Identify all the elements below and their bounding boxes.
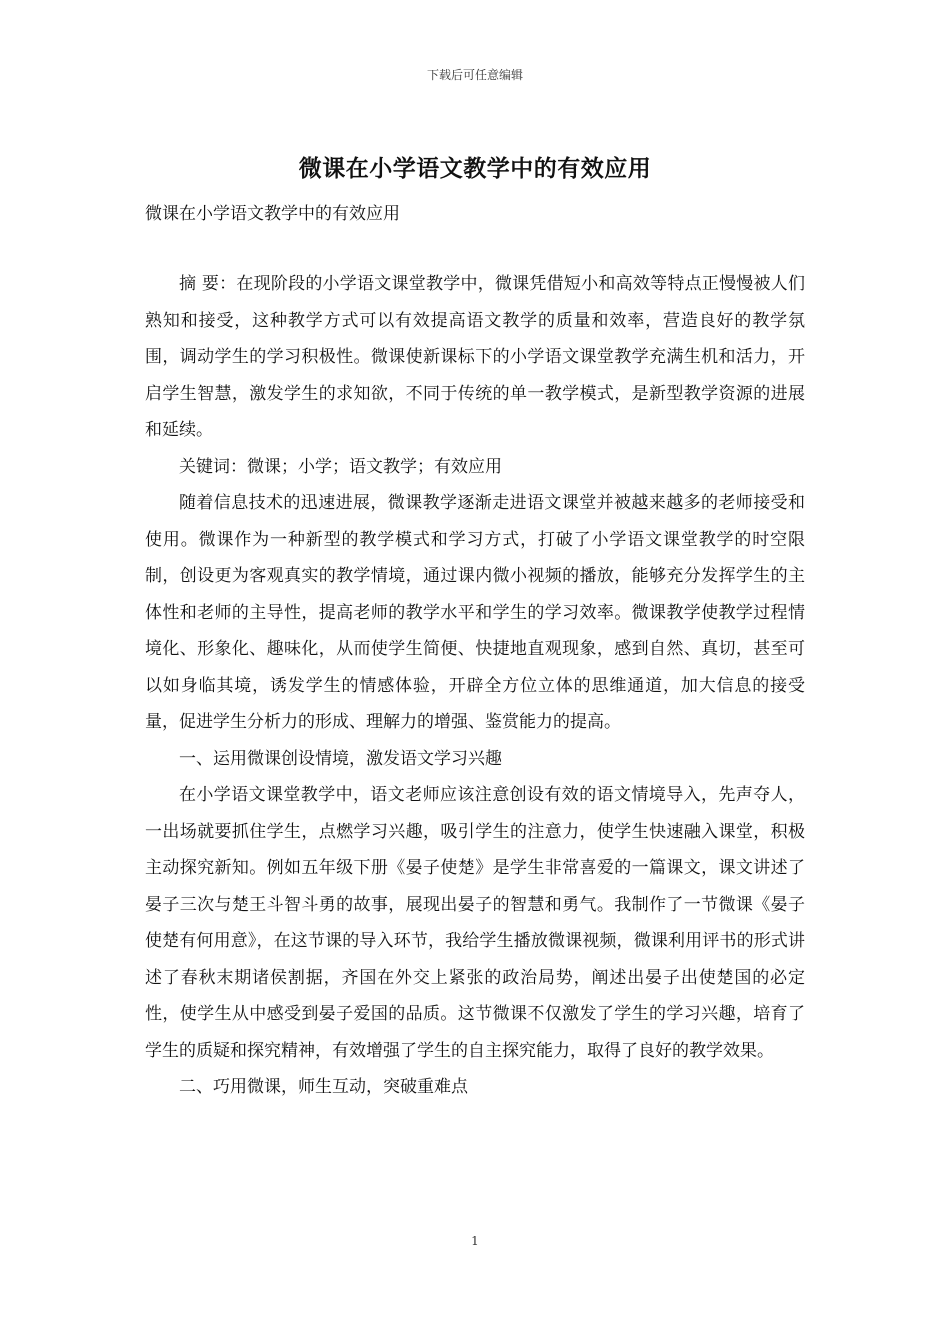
section-heading-2: 二、巧用微课，师生互动，突破重难点: [179, 1077, 468, 1097]
page-number: 1: [471, 1234, 479, 1248]
document-subtitle: 微课在小学语文教学中的有效应用: [145, 204, 400, 224]
header-note: 下载后可任意编辑: [426, 68, 523, 82]
keywords-paragraph: 关键词：微课；小学；语文教学；有效应用: [179, 456, 502, 477]
section-heading-1: 一、运用微课创设情境，激发语文学习兴趣: [179, 748, 502, 769]
intro-paragraph: 随着信息技术的迅速进展，微课教学逐渐走进语文课堂并被越来越多的老师接受和使用。微课作为一种新型的教学模式和学习方式，打破了小学语文课堂教学的时空限制，创设更为客观真实的教学情境，通过课内微小视频的播放，能够充分发挥学生的主体性和老师的主导性，提高老师的教学水平和学生的学习效率。微课教学使教学过程情境化、形象化、趣味化，从而使学生简便、快捷地直观现象，感到自然、真切，甚至可以如身临其境，诱发学生的情感体验，开辟全方位立体的思维通道，加大信息的接受量，促进学生分析力的形成、理解力的增强、鉴赏能力的提高。: [145, 493, 805, 732]
section-1-paragraph: 在小学语文课堂教学中，语文老师应该注意创设有效的语文情境导入，先声夺人，一出场就要抓住学生，点燃学习兴趣，吸引学生的注意力，使学生快速融入课堂，积极主动探究新知。例如五年级下册《晏子使楚》是学生非常喜爱的一篇课文，课文讲述了晏子三次与楚王斗智斗勇的故事，展现出晏子的智慧和勇气。我制作了一节微课《晏子使楚有何用意》，在这节课的导入环节，我给学生播放微课视频，微课利用评书的形式讲述了春秋末期诸侯割据，齐国在外交上紧张的政治局势，阐述出晏子出使楚国的必定性，使学生从中感受到晏子爱国的品质。这节微课不仅激发了学生的学习兴趣，培育了学生的质疑和探究精神，有效增强了学生的自主探究能力，取得了良好的教学效果。: [145, 785, 805, 1061]
abstract-paragraph: 摘 要：在现阶段的小学语文课堂教学中，微课凭借短小和高效等特点正慢慢被人们熟知和接受，这种教学方式可以有效提高语文教学的质量和效率，营造良好的教学氛围，调动学生的学习积极性。微课使新课标下的小学语文课堂教学充满生机和活力，开启学生智慧，激发学生的求知欲，不同于传统的单一教学模式，是新型教学资源的进展和延续。: [145, 274, 805, 440]
document-body: [145, 266, 805, 1106]
document-title: 微课在小学语文教学中的有效应用: [298, 155, 652, 182]
